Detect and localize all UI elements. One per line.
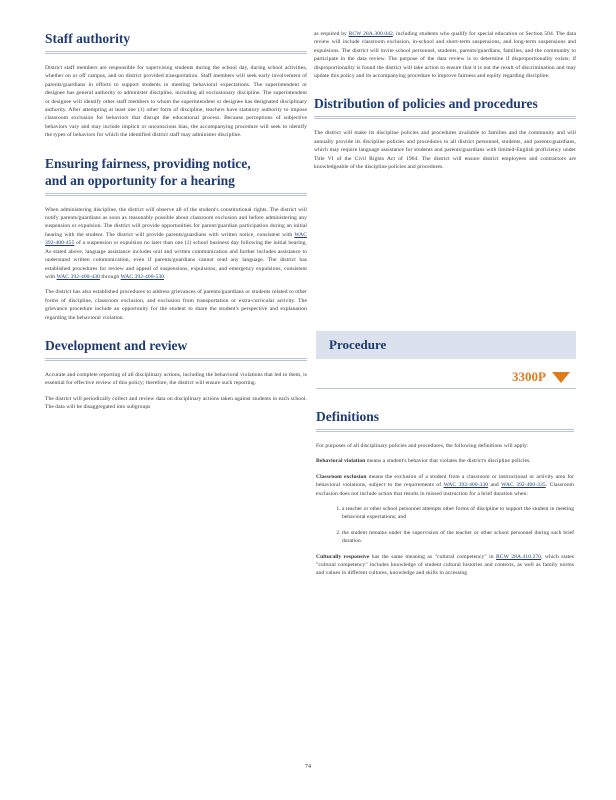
heading-rule xyxy=(45,51,307,54)
text-run: , including students who qualify for special education or Section 504. The data review will include classroom exclusion, in-school and short-term suspensions, and long-term suspensions and expulsions. The district will invite school personnel, students, parents/guardians, families, and the community to participate in the data review. The purpose of the data review is to determine if disproportionality exists; if disproportionality is found the district will take action to ensure that it is not the result of discrimination and may update this policy and its accompanying procedure to improve fairness and equity regarding discipline. xyxy=(314,31,576,80)
definition-term: Culturally responsive xyxy=(316,553,370,560)
text-run: When administering discipline, the district will observe all of the student's constitutional rights. The district will notify parents/guardians as soon as reasonably possible about classroom exclusion and before administering any suspension or expulsion. The district will provide opportunities for parent/guardian participation during an initial hearing with the student. The district will provide parents/guardians with written notice, consistent with xyxy=(45,206,307,238)
behavioral-violation-definition xyxy=(316,457,574,465)
development-paragraph-2: The district will periodically collect and review data on disciplinary actions taken against students in each school. The data will be disaggregated into subgroups xyxy=(45,395,307,411)
data-review-paragraph xyxy=(314,30,576,80)
definition-term: Classroom exclusion xyxy=(316,473,367,480)
classroom-exclusion-definition xyxy=(316,473,574,498)
text-run: as required by xyxy=(314,31,349,37)
wac-392-400-455-link[interactable]: WAC 392-400-455 xyxy=(45,231,307,247)
heading-rule xyxy=(314,116,576,119)
definitions-heading: Definitions xyxy=(316,409,380,424)
fairness-heading-line-2: and an opportunity for a hearing xyxy=(45,172,235,188)
wac-392-400-330-link[interactable]: WAC 392-400-330 xyxy=(443,482,489,489)
fairness-paragraph-2: The district has also established procedures to address grievances of parents/guardians or students related to other forms of discipline, classroom exclusion, and exclusion from transportation or extra-curricular activity. The grievance procedure include an opportunity for the student to share the student's perspective and explanation regarding the behavioral violation. xyxy=(45,289,307,321)
procedure-label: Procedure xyxy=(329,337,387,352)
rcw-28a-300-042-link[interactable]: RCW 28A.300.042 xyxy=(348,31,393,37)
development-paragraph-1: Accurate and complete reporting of all disciplinary actions, including the behavioral violations that led to them, is essential for effective review of this policy; therefore, the district will ensure such reporting. xyxy=(45,371,307,387)
text-run: . Classroom exclusion does not include action that results in missed instruction for a brief duration when: xyxy=(316,482,574,497)
wac-392-400-430-link[interactable]: WAC 392-400-430 xyxy=(56,273,100,280)
left-column xyxy=(45,30,307,419)
text-run: means a student's behavior that violates the district's discipline policies. xyxy=(365,458,531,465)
right-column xyxy=(314,30,576,178)
staff-authority-heading: Staff authority xyxy=(45,31,131,46)
heading-rule xyxy=(45,193,307,196)
text-run: . xyxy=(164,273,166,280)
fairness-paragraph-1 xyxy=(45,206,307,282)
list-item: 1. a teacher or other school personnel attempts other forms of discipline to support the student in meeting behavioral expectations; and xyxy=(342,505,574,522)
text-run: , which states "cultural competency" includes knowledge of student cultural histories and contexts, as well as family norms and values in different cultures, knowledge and skills in accessing xyxy=(316,553,574,577)
distribution-heading: Distribution of policies and procedures xyxy=(314,96,538,112)
fairness-heading xyxy=(45,155,307,189)
definition-term: Behavioral violation xyxy=(316,458,366,465)
text-run: means the exclusion of a student from a classroom or instructional or activity area for behavioral violations, subject to the requirements of xyxy=(316,473,574,489)
triangle-down-icon xyxy=(552,372,570,383)
fairness-heading-line-1: Ensuring fairness, providing notice, xyxy=(45,155,251,171)
definitions-section xyxy=(316,408,574,585)
development-review-heading: Development and review xyxy=(45,337,188,353)
procedure-code-row xyxy=(316,366,576,389)
list-item: 2. the student remains under the supervision of the teacher or other school personnel during such brief duration. xyxy=(342,529,574,546)
distribution-paragraph: The district will make its discipline policies and procedures available to families and the community and will annually provide its discipline policies and procedures to all district personnel, students, and parents/guardians, which may require language assistance for students and parents/guardians with limited-English proficiency under Title VI of the Civil Rights Act of 1964. The district will ensure district employees and contractors are knowledgeable of the discipline policies and procedures. xyxy=(314,130,576,171)
staff-authority-paragraph: District staff members are responsible for supervising students during the school day, during school activities, whether on or off campus, and on district provided transportation. Staff members will seek early involvement of parents/guardians in efforts to support students in meeting behavioral expectations. The superintendent or designee has general authority to administer discipline, including all exclusionary discipline. The superintendent or designee will identify other staff members to whom the superintendent or designee has designated disciplinary authority. After attempting at least one (1) other form of discipline, teachers have statutory authority to impose classroom exclusion for behaviors that disrupt the educational process. Because perceptions of subjective behaviors vary and may include implicit or unconscious bias, the accompanying procedure will seek to identify the types of behaviors for which the identified district staff may administer discipline. xyxy=(45,65,307,139)
wac-392-400-335-link[interactable]: WAC 392-400-335 xyxy=(501,482,546,489)
page-number: 74 xyxy=(305,764,311,770)
heading-rule xyxy=(45,358,307,361)
heading-rule xyxy=(316,429,574,432)
procedure-code: 3300P xyxy=(512,369,546,384)
exclusion-conditions-list xyxy=(316,505,574,546)
definitions-intro: For purposes of all disciplinary policies and procedures, the following definitions will apply: xyxy=(316,443,529,449)
text-run: through xyxy=(99,273,121,280)
wac-392-400-530-link[interactable]: WAC 392-400-530 xyxy=(120,273,165,280)
text-run: of a suspension or expulsion no later than one (1) school business day following the initial hearing. As stated above, language assistance includes oral and written communication and further includes assistance to understand written communication, even if parents/guardians cannot read any language. The district has established procedures for review and appeal of suspensions, expulsions, and emergency expulsions, consistent with xyxy=(45,240,307,280)
procedure-banner xyxy=(316,331,576,359)
text-run: and xyxy=(488,482,502,489)
culturally-responsive-definition xyxy=(316,553,574,578)
rcw-28a-410-270-link[interactable]: RCW 28A.410.270 xyxy=(496,553,542,560)
text-run: has the same meaning as "cultural competency" in xyxy=(369,553,497,560)
